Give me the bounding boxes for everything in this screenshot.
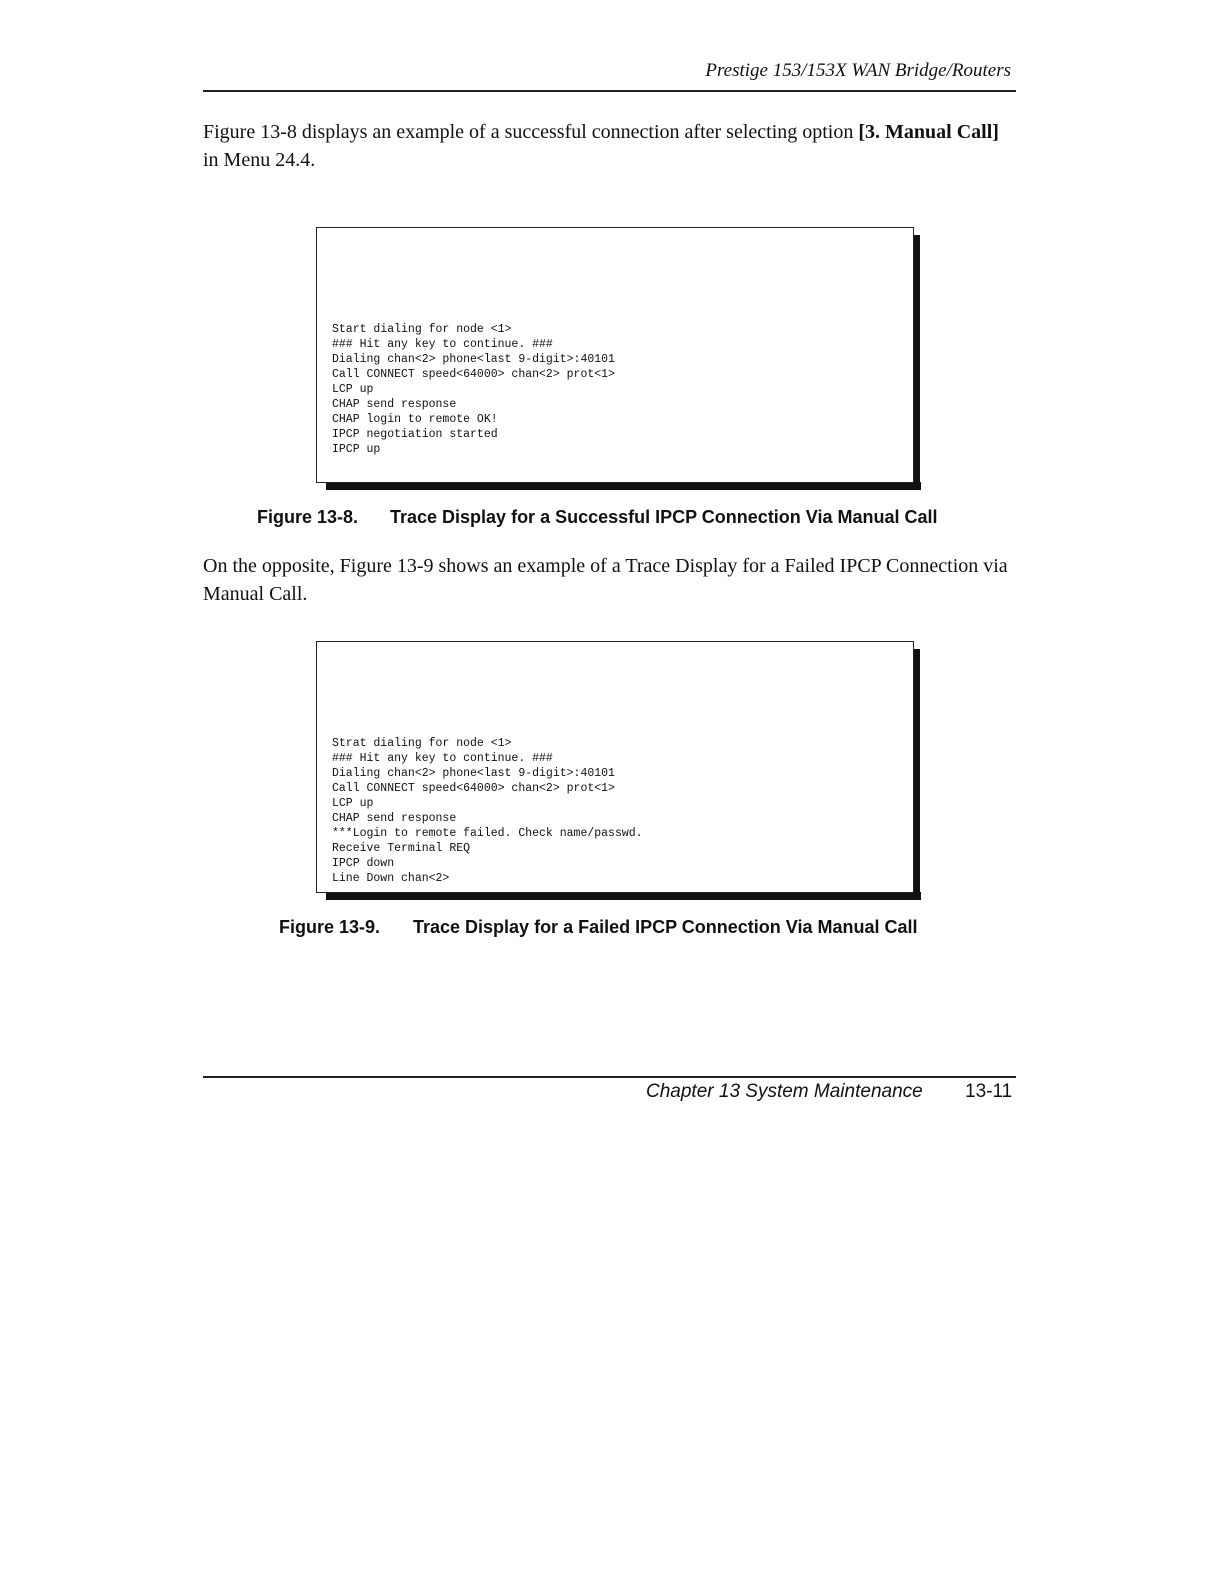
terminal-line: LCP up [332,797,374,810]
opposite-paragraph: On the opposite, Figure 13-9 shows an example of a Trace Display for a Failed IPCP Connection via Manual Call. [203,555,1008,605]
caption-number: Figure 13-9. [279,917,381,937]
trace-display-failed [316,641,914,893]
figure-caption-13-9 [279,917,917,938]
terminal-line: CHAP send response [332,812,457,825]
intro-paragraph [203,118,1013,174]
terminal-line: Line Down chan<2> [332,872,450,885]
terminal-line: IPCP up [332,443,381,456]
terminal-line: Receive Terminal REQ [332,842,471,855]
caption-text: Trace Display for a Failed IPCP Connection Via Manual Call [413,917,918,937]
terminal-shadow-bottom [326,482,921,490]
figure-caption-13-8 [257,507,938,528]
caption-text: Trace Display for a Successful IPCP Connection Via Manual Call [390,507,938,527]
trace-display-success [316,227,914,483]
intro-text-after: in Menu 24.4. [203,149,316,171]
header-rule [203,90,1016,92]
terminal-line: ### Hit any key to continue. ### [332,338,553,351]
terminal-line: Strat dialing for node <1> [332,737,512,750]
terminal-output [332,736,643,886]
footer-chapter-title: Chapter 13 System Maintenance [646,1081,923,1102]
intro-text-before: Figure 13-8 displays an example of a successful connection after selecting option [203,121,859,143]
running-header: Prestige 153/153X WAN Bridge/Routers [705,60,1011,81]
terminal-line: LCP up [332,383,374,396]
terminal-shadow-right [913,649,920,898]
terminal-line: CHAP send response [332,398,457,411]
terminal-output [332,322,615,457]
terminal-line: Dialing chan<2> phone<last 9-digit>:40101 [332,767,615,780]
page-number: 13-11 [965,1081,1013,1102]
terminal-line: Call CONNECT speed<64000> chan<2> prot<1> [332,368,615,381]
terminal-line: CHAP login to remote OK! [332,413,498,426]
terminal-line: Start dialing for node <1> [332,323,512,336]
terminal-shadow-bottom [326,892,921,900]
caption-number: Figure 13-8. [257,507,359,527]
terminal-shadow-right [913,235,920,488]
terminal-line: IPCP negotiation started [332,428,498,441]
terminal-line: Dialing chan<2> phone<last 9-digit>:40101 [332,353,615,366]
terminal-line: Call CONNECT speed<64000> chan<2> prot<1> [332,782,615,795]
footer-rule [203,1076,1016,1078]
terminal-line: IPCP down [332,857,395,870]
intro-option-bold: [3. Manual Call] [858,121,999,143]
terminal-line: ### Hit any key to continue. ### [332,752,553,765]
terminal-line: ***Login to remote failed. Check name/passwd. [332,827,643,840]
